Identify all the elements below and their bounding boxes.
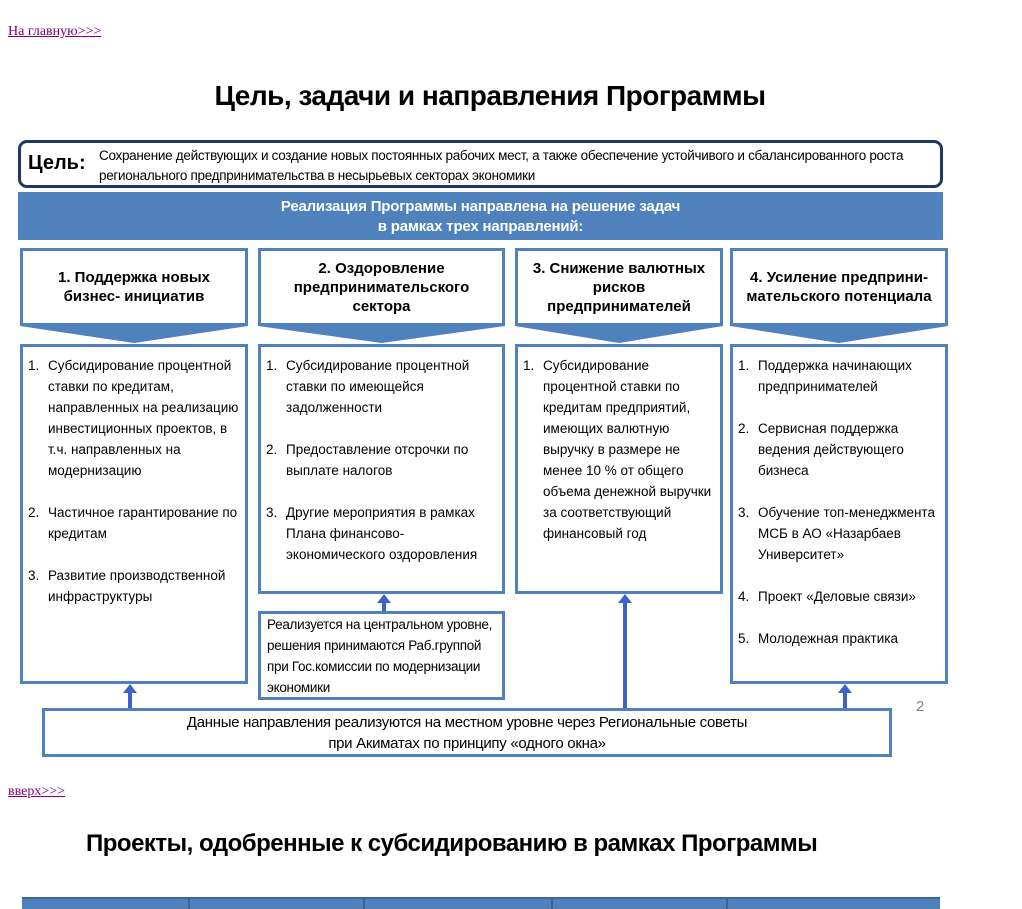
direction3-header: 3. Снижение валютных рисков предпринимателей [515, 248, 723, 326]
list-item: 3. Обучение топ-менеджмента МСБ в АО «Назарбаев Университет» [738, 505, 935, 562]
local-level-note-line1: Данные направления реализуются на местном уровне через Региональные советы [186, 714, 748, 731]
list-item: 2. Сервисная поддержка ведения действующего бизнеса [738, 421, 904, 478]
slide-title: Цель, задачи и направления Программы [214, 80, 766, 111]
list-item: 2. Предоставление отсрочки по выплате налогов [266, 442, 469, 478]
table-header-cell [190, 899, 365, 909]
projects-section-title: Проекты, одобренные к субсидированию в рамках Программы [86, 830, 818, 857]
direction3-chevron-down [515, 326, 723, 343]
table-header-cell [365, 899, 553, 909]
direction2-box [258, 344, 505, 594]
goal-box [18, 140, 943, 188]
table-header-cell [728, 899, 940, 909]
direction2-chevron-down [258, 326, 505, 343]
arrow-up-icon [123, 684, 137, 708]
banner-line2: в рамках трех направлений: [377, 218, 584, 235]
list-item: 4. Проект «Деловые связи» [738, 589, 916, 604]
list-item: 1. Субсидирование процентной ставки по имеющейся задолженности [266, 358, 470, 415]
banner-line1: Реализация Программы направлена на решение задач [280, 198, 681, 215]
direction1-box [20, 344, 248, 684]
arrow-up-icon [838, 684, 852, 708]
table-header-cell [553, 899, 728, 909]
up-link[interactable]: вверх>>> [8, 784, 66, 799]
tasks-banner [18, 192, 943, 240]
goal-label: Цель: [28, 152, 86, 174]
list-item: 3. Развитие производственной инфраструктуры [28, 568, 226, 604]
direction2-header: 2. Оздоровление предпринимательского сектора [258, 248, 505, 326]
direction4-chevron-down [730, 326, 948, 343]
arrow-up-icon [618, 594, 632, 708]
local-level-note [42, 708, 892, 757]
table-header-cell [22, 899, 190, 909]
goal-text: Сохранение действующих и создание новых постоянных рабочих мест, а также обеспечение устойчивого и сбалансированного роста регионального предпринимательства в несырьевых секторах экономики [99, 148, 904, 183]
direction3-box [515, 344, 723, 594]
page-number: 2 [916, 698, 925, 715]
list-item: 5. Молодежная практика [738, 631, 898, 646]
local-level-note-line2: при Акиматах по принципу «одного окна» [328, 735, 606, 752]
list-item: 1. Субсидирование процентной ставки по кредитам, направленных на реализацию инвестиционных проектов, в т.ч. направленных на модернизацию [28, 358, 239, 478]
list-item: 1. Субсидирование процентной ставки по кредитам предприятий, имеющих валютную выручку в размере не менее 10 % от общего объема денежной выручки за соответствующий финансовый год [523, 358, 712, 541]
home-link[interactable]: На главную>>> [8, 24, 102, 39]
list-item: 2. Частичное гарантирование по кредитам [28, 505, 238, 541]
direction1-chevron-down [20, 326, 248, 343]
direction4-box [730, 344, 948, 684]
list-item: 3. Другие мероприятия в рамках Плана финансово-экономического оздоровления [266, 505, 478, 562]
direction1-header: 1. Поддержка новых бизнес- инициатив [20, 248, 248, 326]
projects-table-header-row [22, 897, 940, 909]
arrow-up-icon [377, 594, 391, 611]
list-item: 1. Поддержка начинающих предпринимателей [738, 358, 912, 394]
central-level-note: Реализуется на центральном уровне, решения принимаются Раб.группой при Гос.комиссии по модернизации экономики [258, 611, 505, 700]
direction4-header: 4. Усиление предприни- мательского потенциала [730, 248, 948, 326]
